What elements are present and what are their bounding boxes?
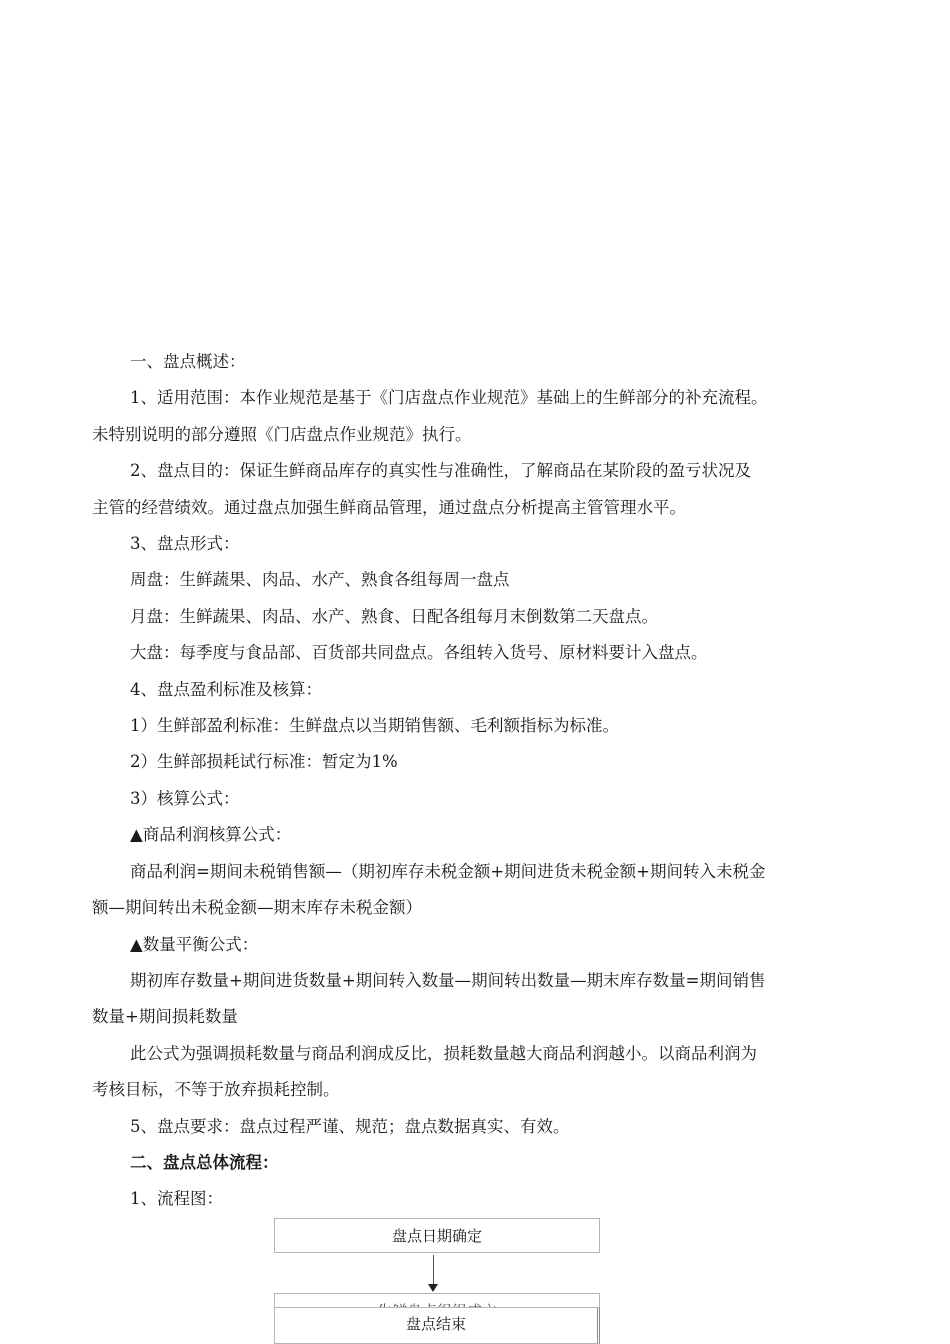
paragraph-profit-formula-title: ▲商品利润核算公式：: [130, 825, 292, 845]
paragraph-loss-standard: 2）生鲜部损耗试行标准：暂定为1%: [130, 752, 398, 772]
flowchart-box-end: 盘点结束: [274, 1307, 600, 1344]
paragraph-form-heading: 3、盘点形式：: [130, 534, 240, 554]
paragraph-profit-heading: 4、盘点盈利标准及核算：: [130, 679, 322, 699]
paragraph-weekly: 周盘：生鲜蔬果、肉品、水产、熟食各组每周一盘点: [130, 570, 510, 590]
paragraph-profit-standard: 1）生鲜部盈利标准：生鲜盘点以当期销售额、毛利额指标为标准。: [130, 716, 619, 736]
paragraph-purpose-line2: 主管的经营绩效。通过盘点加强生鲜商品管理，通过盘点分析提高主管管理水平。: [92, 497, 686, 517]
paragraph-note-line1: 此公式为强调损耗数量与商品利润成反比，损耗数量越大商品利润越小。以商品利润为: [130, 1043, 757, 1063]
paragraph-balance-formula-line1: 期初库存数量+期间进货数量+期间转入数量—期间转出数量—期末库存数量=期间销售: [130, 970, 766, 990]
paragraph-profit-formula-line2: 额—期间转出未税金额—期末库存未税金额）: [92, 898, 422, 918]
paragraph-profit-formula-line1: 商品利润=期间未税销售额—（期初库存未税金额+期间进货未税金额+期间转入未税金: [130, 861, 766, 881]
paragraph-note-line2: 考核目标，不等于放弃损耗控制。: [92, 1080, 340, 1100]
paragraph-purpose-line1: 2、盘点目的：保证生鲜商品库存的真实性与准确性，了解商品在某阶段的盈亏状况及: [130, 461, 751, 481]
paragraph-scope-line2: 未特别说明的部分遵照《门店盘点作业规范》执行。: [92, 424, 472, 444]
flowchart-connector-line: [433, 1255, 434, 1285]
flowchart-arrow-down-icon: [428, 1284, 438, 1292]
paragraph-monthly: 月盘：生鲜蔬果、肉品、水产、熟食、日配各组每月末倒数第二天盘点。: [130, 606, 658, 626]
paragraph-flowchart-heading: 1、流程图：: [130, 1189, 223, 1209]
paragraph-requirements: 5、盘点要求：盘点过程严谨、规范；盘点数据真实、有效。: [130, 1116, 570, 1136]
flowchart-box-start: 盘点日期确定: [274, 1218, 600, 1253]
paragraph-quarterly: 大盘：每季度与食品部、百货部共同盘点。各组转入货号、原材料要计入盘点。: [130, 643, 708, 663]
paragraph-scope-line1: 1、适用范围：本作业规范是基于《门店盘点作业规范》基础上的生鲜部分的补充流程。: [130, 388, 768, 408]
paragraph-formula-heading: 3）核算公式：: [130, 788, 240, 808]
paragraph-balance-formula-title: ▲数量平衡公式：: [130, 934, 259, 954]
section-heading-process: 二、盘点总体流程：: [130, 1152, 279, 1172]
document-body: [92, 344, 867, 1218]
paragraph-balance-formula-line2: 数量+期间损耗数量: [92, 1007, 238, 1027]
section-heading-overview: 一、盘点概述：: [130, 352, 246, 371]
